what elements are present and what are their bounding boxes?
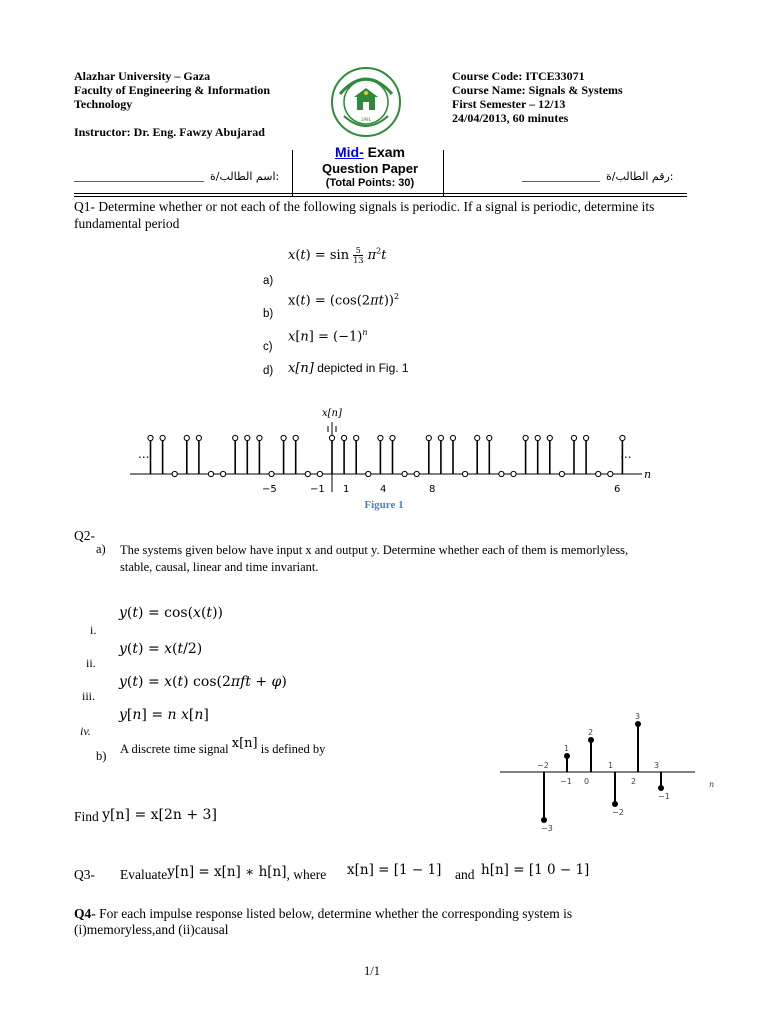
stem-head (257, 435, 262, 440)
zero-sample (608, 471, 613, 476)
system-i-expr: y(t) = cos(x(t)) (119, 605, 223, 621)
q1-b-label: b) (263, 308, 274, 320)
find-line: Find y[n] = x[2n + 3] (74, 807, 217, 824)
tick-label: 4 (380, 484, 387, 495)
stem-head (342, 435, 347, 440)
tick-label: 6 (614, 484, 621, 495)
faculty-name: Faculty of Engineering & Information (74, 83, 270, 97)
instructor-name: Instructor: Dr. Eng. Fawzy Abujarad (74, 125, 265, 139)
q1-a-label: a) (263, 275, 274, 287)
zero-sample (402, 471, 407, 476)
stem-head (390, 435, 395, 440)
x-tick-label: 0 (584, 777, 590, 786)
zero-sample (269, 471, 274, 476)
faculty-name-cont: Technology (74, 97, 133, 111)
tick-label: −1 (310, 484, 325, 495)
zero-sample (172, 471, 177, 476)
zero-sample (511, 471, 516, 476)
q1-d-expr: x[n] depicted in Fig. 1 (288, 361, 409, 376)
q4-text: Q4- For each impulse response listed below, determine whether the corresponding system is (74, 906, 573, 921)
stem-point (658, 785, 664, 791)
stem-head (160, 435, 165, 440)
system-iii-label: iii. (82, 689, 96, 703)
svg-text:1991: 1991 (360, 117, 372, 122)
stem-head (196, 435, 201, 440)
dots-left: ... (138, 447, 150, 461)
exam-subtitle: Question Paper (321, 161, 419, 176)
stem-head (354, 435, 359, 440)
value-label: −2 (612, 808, 624, 817)
q1-a-expr: x(t) = sin $\frac{5}{13}$ $\pi^2t$ (288, 246, 387, 265)
tick-label: −5 (262, 484, 277, 495)
x-tick-label: 1 (608, 761, 614, 770)
tick-label: 1 (343, 484, 350, 495)
stem-point (541, 817, 547, 823)
system-iii-expr: y(t) = x(t) cos(2πft + φ) (119, 674, 287, 690)
stem-point (612, 801, 618, 807)
stem-head (475, 435, 480, 440)
course-code: Course Code: ITCE33071 (452, 69, 585, 83)
q2-b-text: A discrete time signal x[n] is defined by (120, 736, 326, 756)
zero-sample (208, 471, 213, 476)
value-label: 3 (635, 712, 641, 721)
axis-n-label: n (644, 468, 652, 481)
zero-sample (499, 471, 504, 476)
zero-sample (305, 471, 310, 476)
stem-head (426, 435, 431, 440)
university-logo (330, 66, 402, 138)
stem-head (584, 435, 589, 440)
stem-head (148, 435, 153, 440)
student-name-field[interactable]: ____________________ :اسم الطالب/ة (74, 168, 280, 183)
stem-head (487, 435, 492, 440)
stem-head (523, 435, 528, 440)
value-label: −1 (658, 792, 670, 801)
student-id-field[interactable]: ____________ :رقم الطالب/ة (522, 168, 674, 183)
zero-sample (317, 471, 322, 476)
x-tick-label: 2 (631, 777, 637, 786)
semester: First Semester – 12/13 (452, 97, 566, 111)
system-i-label: i. (90, 623, 97, 637)
system-ii-expr: y(t) = x(t/2) (119, 641, 203, 657)
stem-axis-label: n (709, 780, 715, 789)
value-label: 1 (564, 744, 570, 753)
q1-c-label: c) (263, 341, 273, 353)
figure-1 (120, 402, 660, 502)
zero-sample (221, 471, 226, 476)
q2-a-text: The systems given below have input x and output y. Determine whether each of them is memorlyless, stable, causal, linear and time invariant. (120, 543, 629, 574)
q3-text: Evaluatey[n] = x[n] ∗ h[n], where (120, 864, 327, 882)
stem-head (378, 435, 383, 440)
stem-head (547, 435, 552, 440)
x-tick-label: 3 (654, 761, 660, 770)
stem-plot (495, 712, 727, 833)
stem-point (564, 753, 570, 759)
stem-head (329, 435, 334, 440)
q3-x-def: x[n] = [1 − 1] (347, 862, 442, 878)
q3-and: and (455, 867, 475, 882)
zero-sample (596, 471, 601, 476)
stem-head (620, 435, 625, 440)
course-name: Course Name: Signals & Systems (452, 83, 623, 97)
q3-h-def: h[n] = [1 0 − 1] (481, 862, 590, 878)
exam-date: 24/04/2013, 60 minutes (452, 111, 569, 125)
stem-head (245, 435, 250, 440)
q2-title: Q2- (74, 528, 95, 543)
q2-b-label: b) (96, 749, 107, 763)
zero-sample (414, 471, 419, 476)
exam-title-link[interactable]: Mid- (334, 144, 364, 160)
stem-head (184, 435, 189, 440)
tick-label: 8 (429, 484, 436, 495)
stem-head (233, 435, 238, 440)
zero-sample (463, 471, 468, 476)
stem-head (438, 435, 443, 440)
q1-c-expr: $x[n] = (-1)^n$ (288, 328, 368, 345)
system-ii-label: ii. (86, 656, 96, 670)
q3-label: Q3- (74, 867, 95, 882)
stem-point (588, 737, 594, 743)
signal-label: x[n] (322, 408, 342, 419)
university-name: Alazhar University – Gaza (74, 69, 211, 83)
exam-title: Mid- Exam (334, 144, 405, 160)
x-tick-label: −1 (560, 777, 572, 786)
zero-sample (366, 471, 371, 476)
system-iv-label: iv. (80, 724, 91, 738)
stem-head (281, 435, 286, 440)
x-tick-label: −2 (537, 761, 549, 770)
stem-head (293, 435, 298, 440)
stem-point (635, 721, 641, 727)
q1-b-expr: $x(t) = (\cos(2\pi t))^2$ (288, 292, 400, 309)
system-iv-expr: y[n] = n x[n] (119, 707, 209, 723)
zero-sample (559, 471, 564, 476)
stem-head (535, 435, 540, 440)
q1-d-label: d) (263, 365, 274, 377)
value-label: −3 (541, 824, 553, 833)
value-label: 2 (588, 728, 594, 737)
stem-head (571, 435, 576, 440)
total-points: (Total Points: 30) (325, 177, 415, 189)
page-number: 1/1 (364, 964, 380, 978)
q4-text-cont: (i)memoryless,and (ii)causal (74, 922, 229, 937)
q1-text: Q1- Determine whether or not each of the following signals is periodic. If a signal is periodic, determine its fundamental period (74, 199, 655, 231)
q2-a-label: a) (96, 542, 106, 556)
figure-1-caption: Figure 1 (364, 499, 404, 511)
stem-head (450, 435, 455, 440)
dots-right: ... (620, 447, 632, 461)
